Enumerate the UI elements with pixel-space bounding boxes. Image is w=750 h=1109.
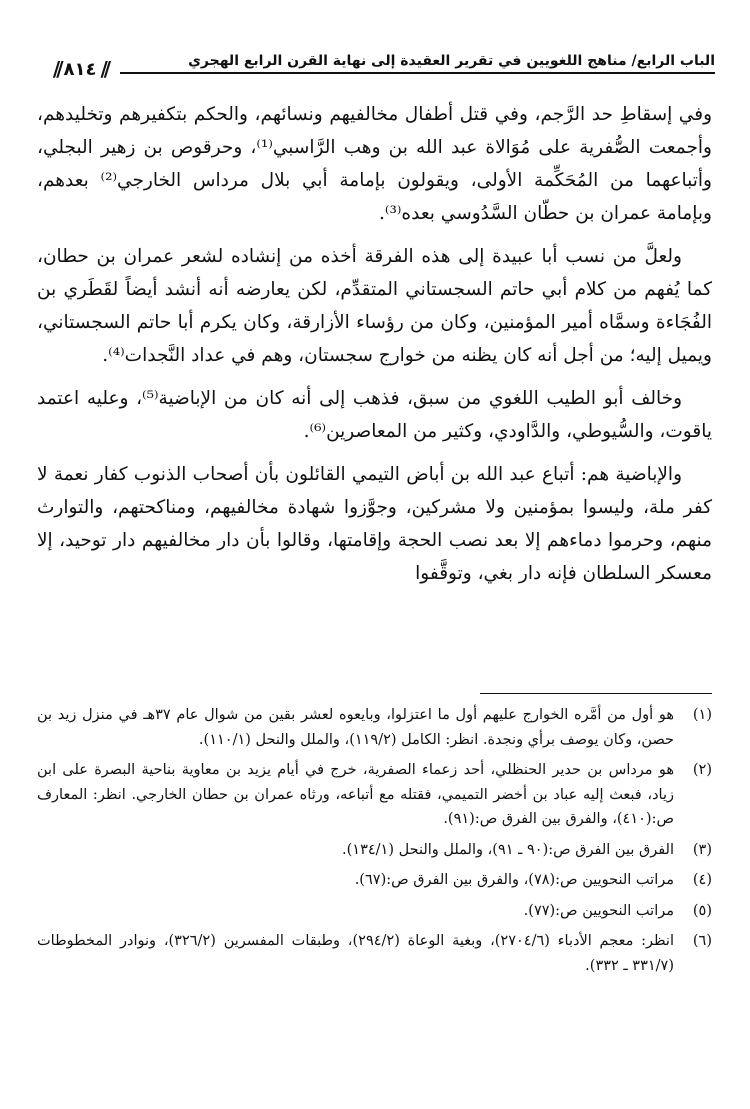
footnote [37,899,712,924]
footnote-text: هو أول من أمَّره الخوارج عليهم أول ما اعتزلوا، وبايعوه لعشر بقين من شوال عام ٣٧هـ في منزل زيد بن حصن، وكان يوصف برأي ونجدة. انظر: الكامل (١١٩/٢)، والملل والنحل (١١٠/١). [37,707,675,748]
footnote-number: (٤) [692,872,712,888]
footnote [37,868,712,893]
footnote [37,703,712,752]
footnotes [37,703,712,984]
running-header [35,50,715,90]
paragraph: وخالف أبو الطيب اللغوي من سبق، فذهب إلى أنه كان من الإباضية⁽⁵⁾، وعليه اعتمد ياقوت، والسُّيوطي، والدَّاودي، وكثير من المعاصرين⁽⁶⁾. [37,388,712,442]
footnote-number: (١) [692,707,712,723]
footnote-number: (٥) [692,902,712,919]
footnote [37,758,712,832]
footnote [37,929,712,978]
footnote-number: (٦) [692,933,712,949]
header-rule [120,72,715,74]
footnote-text: انظر: معجم الأدباء (٢٧٠٤/٦)، وبغية الوعاة (٢٩٤/٢)، وطبقات المفسرين (٣٢٦/٢)، ونوادر المخطوطات (٣٣١/٧ ـ ٣٣٢). [37,933,674,974]
chapter-title: الباب الرابع/ مناهج اللغويين في تقرير العقيدة إلى نهاية القرن الرابع الهجري [188,53,715,69]
footnote-text: مراتب النحويين ص:(٧٨)، والفرق بين الفرق ص:(٦٧). [354,872,674,888]
ornament-slashes-icon: // [100,57,108,81]
footnote [37,838,712,863]
footnote-text: مراتب النحويين ص:(٧٧). [523,902,674,919]
ornament-slashes-icon: // [52,57,60,81]
footnote-number: (٣) [692,841,712,858]
page-number-box [41,56,119,82]
footnote-separator [480,693,712,694]
main-text [37,98,712,600]
paragraph: والإباضية هم: أتباع عبد الله بن أباض التيمي القائلون بأن أصحاب الذنوب كفار نعمة لا كفر ملة، وليسوا بمؤمنين ولا مشركين، وجوَّزوا شهادة مخالفيهم، ومناكحتهم، والتوارث منهم، وحرموا دماءهم إلا بعد نصب الحجة وإقامتها، وقالوا بأن دار مخالفيهم دار توحيد، إلا معسكر السلطان فإنه دار بغي، وتوقَّفوا [37,464,712,584]
footnote-text: الفرق بين الفرق ص:(٩٠ ـ ٩١)، والملل والنحل (١٣٤/١). [342,841,674,858]
paragraph: وفي إسقاطِ حد الرَّجم، وفي قتل أطفال مخالفيهم ونسائهم، والحكم بتكفيرهم وتخليدهم، وأجمعت الصُّفرية على مُوَالاة عبد الله بن وهب الرَّاسبي⁽¹⁾، وحرقوص بن زهير البجلي، وأتباعهما من المُحَكِّمة الأولى، ويقولون بإمامة أبي بلال مرداس الخارجي⁽²⁾ بعدهم، وبإمامة عمران بن حطّان السَّدُوسي بعده⁽³⁾. [37,104,712,224]
footnote-text: هو مرداس بن حدير الحنظلي، أحد زعماء الصفرية، خرج في أيام يزيد بن معاوية بناحية البصرة على ابن زياد، فبعث إليه عباد بن أخضر التميمي، فقتله مع أتباعه، ورثاه عمران بن حطان الخارجي. انظر: المعارف ص:(٤١٠)، والفرق بين الفرق ص:(٩١). [37,762,674,827]
page-number: ٨١٤ [63,58,97,80]
footnote-number: (٢) [692,762,712,778]
paragraph: ولعلَّ من نسب أبا عبيدة إلى هذه الفرقة أخذه من إنشاده لشعر عمران بن حطان، كما يُفهم من كلام أبي حاتم السجستاني المتقدِّم، لكن يعارضه أنه أنشد أيضاً لقَطَري بن الفُجَاءة وسمَّاه أمير المؤمنين، وكان من رؤساء الأزارقة، وكان يكرم أبا حاتم السجستاني، ويميل إليه؛ من أجل أنه كان يظنه من خوارج سجستان، وهم في عداد النَّجدات⁽⁴⁾. [37,246,712,366]
